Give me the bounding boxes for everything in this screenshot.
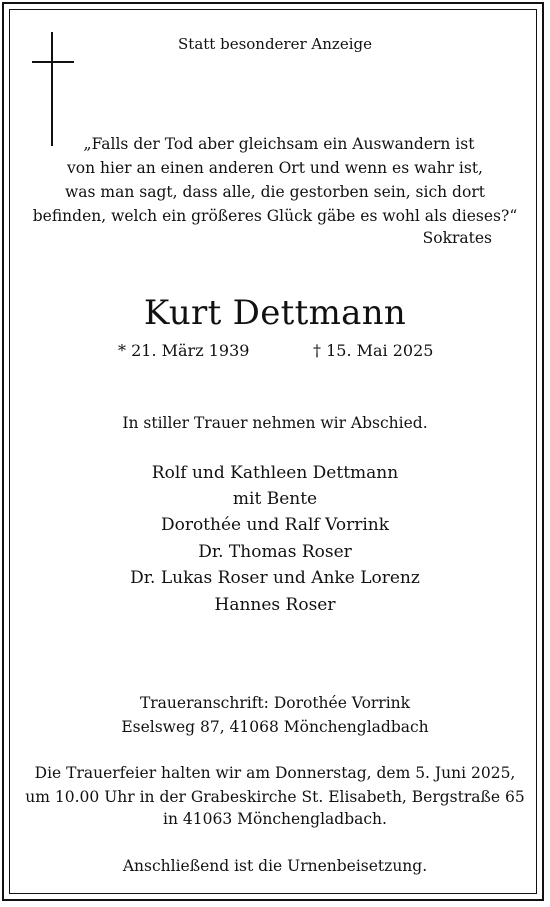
closing-text: Anschließend ist die Urnenbeisetzung. — [122, 857, 428, 875]
header-text: Statt besonderer Anzeige — [178, 35, 372, 53]
ceremony-line-3: in 41063 Mönchengladbach. — [163, 810, 387, 828]
birth-date: * 21. März 1939 — [118, 341, 250, 360]
address-line-2: Eselsweg 87, 41068 Mönchengladbach — [121, 718, 429, 736]
deceased-name: Kurt Dettmann — [143, 293, 407, 333]
cross-icon-horizontal — [32, 61, 74, 63]
family-member: Dr. Thomas Roser — [198, 542, 352, 562]
quote-line-1: „Falls der Tod aber gleichsam ein Auswandern ist — [83, 135, 475, 153]
family-member: mit Bente — [232, 489, 318, 509]
address-line-1: Traueranschrift: Dorothée Vorrink — [139, 694, 411, 712]
quote-author: Sokrates — [422, 229, 492, 247]
death-date: † 15. Mai 2025 — [313, 341, 434, 360]
ceremony-line-1: Die Trauerfeier halten wir am Donnerstag, dem 5. Juni 2025, — [34, 764, 516, 782]
quote-line-4: befinden, welch ein größeres Glück gäbe es wohl als dieses?“ — [32, 207, 518, 225]
family-member: Hannes Roser — [214, 595, 336, 615]
family-member: Rolf und Kathleen Dettmann — [151, 463, 399, 483]
quote-line-3: was man sagt, dass alle, die gestorben sein, sich dort — [65, 183, 485, 201]
mourning-text: In stiller Trauer nehmen wir Abschied. — [122, 414, 428, 432]
ceremony-line-2: um 10.00 Uhr in der Grabeskirche St. Elisabeth, Bergstraße 65 — [25, 788, 525, 806]
quote-line-2: von hier an einen anderen Ort und wenn es wahr ist, — [67, 159, 483, 177]
family-member: Dorothée und Ralf Vorrink — [160, 515, 390, 535]
family-member: Dr. Lukas Roser und Anke Lorenz — [130, 568, 420, 588]
